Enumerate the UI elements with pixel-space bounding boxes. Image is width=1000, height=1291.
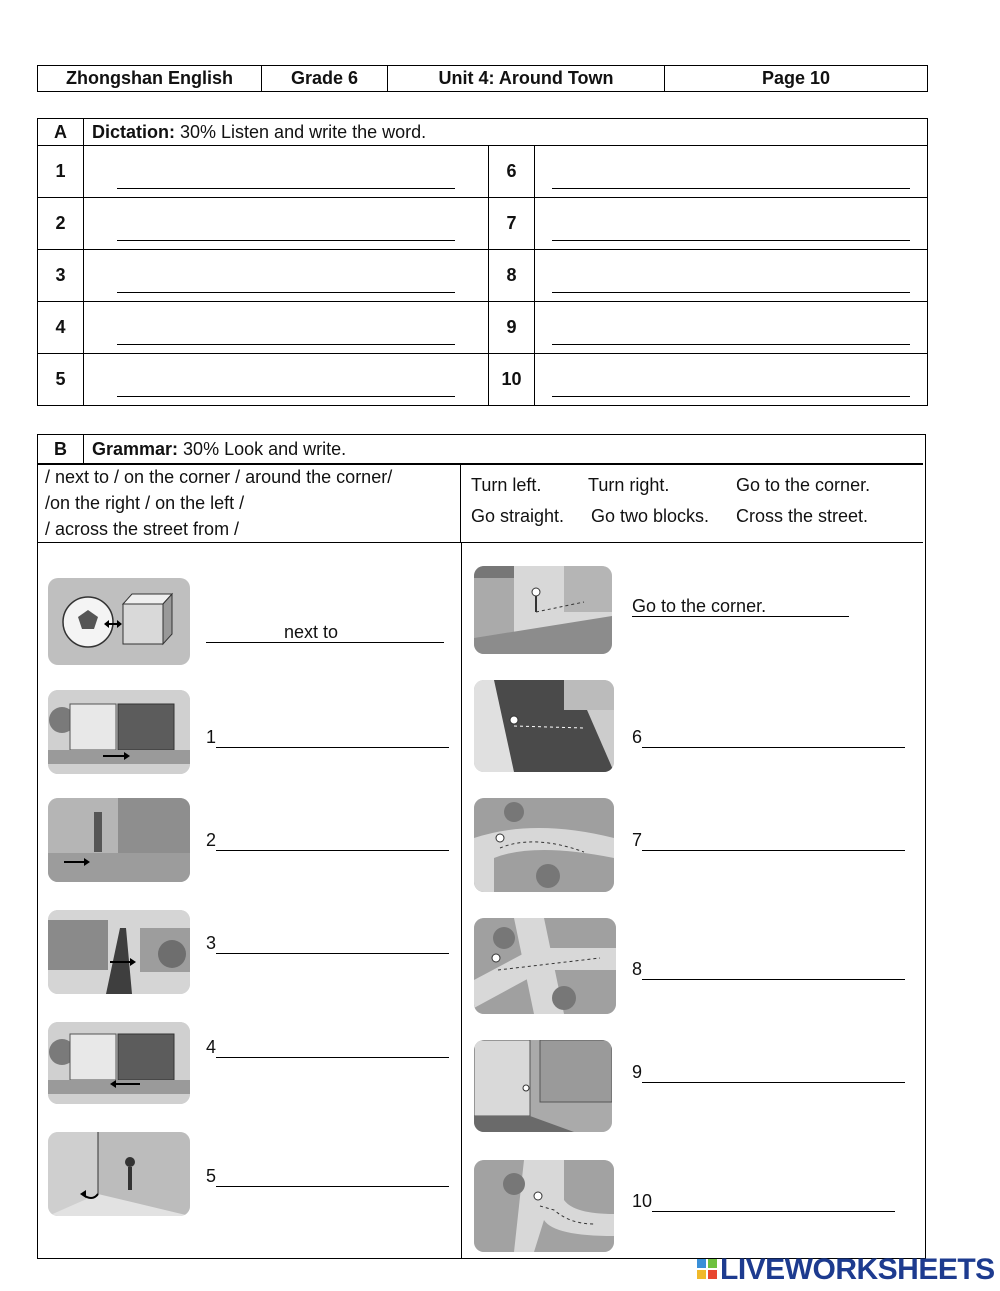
unit-title: Unit 4: Around Town — [388, 66, 665, 92]
answer-field-8[interactable]: 8 — [632, 959, 905, 980]
street-buildings-left-picture — [48, 1022, 190, 1104]
dictation-number: 7 — [489, 198, 535, 250]
directions-bank — [461, 463, 923, 543]
answer-field-2[interactable]: 2 — [206, 830, 449, 851]
direction-phrase: Go two blocks. — [591, 506, 710, 526]
answer-field-10[interactable]: 10 — [632, 1191, 895, 1212]
dictation-number: 10 — [489, 354, 535, 406]
answer-field-1[interactable]: 1 — [206, 727, 449, 748]
example-answer-right[interactable]: Go to the corner. — [632, 596, 849, 617]
dictation-table — [37, 118, 928, 406]
dictation-answer-field[interactable] — [84, 302, 489, 354]
dictation-number: 9 — [489, 302, 535, 354]
dictation-number: 1 — [38, 146, 84, 198]
liveworksheets-logo: LIVEWORKSHEETS — [697, 1253, 995, 1287]
dictation-answer-field[interactable] — [535, 354, 928, 406]
school-name: Zhongshan English — [38, 66, 262, 92]
street-buildings-picture — [48, 690, 190, 774]
long-street-picture — [48, 910, 190, 994]
header-table — [37, 65, 928, 92]
turn-left-picture — [474, 1160, 614, 1252]
phrase-line: /on the right / on the left / — [45, 493, 245, 513]
dictation-answer-field[interactable] — [84, 250, 489, 302]
corner-person-picture — [48, 798, 190, 882]
column-divider — [461, 543, 462, 1258]
answer-field-9[interactable]: 9 — [632, 1062, 905, 1083]
shop-corner-picture — [474, 566, 612, 654]
answer-field-4[interactable]: 4 — [206, 1037, 449, 1058]
two-blocks-picture — [474, 918, 616, 1014]
phrase-line: / across the street from / — [45, 519, 240, 539]
dictation-answer-field[interactable] — [535, 198, 928, 250]
answer-field-3[interactable]: 3 — [206, 933, 449, 954]
direction-phrase: Go to the corner. — [736, 475, 871, 495]
direction-phrase: Go straight. — [471, 506, 565, 526]
example-answer-left[interactable]: next to — [206, 622, 444, 643]
dictation-answer-field[interactable] — [84, 354, 489, 406]
direction-phrase: Turn right. — [588, 475, 670, 495]
dictation-number: 3 — [38, 250, 84, 302]
phrase-bank — [38, 463, 461, 543]
dictation-number: 6 — [489, 146, 535, 198]
dictation-answer-field[interactable] — [535, 146, 928, 198]
dictation-title: Dictation: 30% Listen and write the word. — [84, 119, 928, 146]
dictation-number: 8 — [489, 250, 535, 302]
dictation-answer-field[interactable] — [84, 198, 489, 250]
dictation-answer-field[interactable] — [84, 146, 489, 198]
grammar-header — [38, 435, 923, 465]
dictation-answer-field[interactable] — [535, 250, 928, 302]
section-letter: B — [38, 435, 84, 463]
around-corner-picture — [48, 1132, 190, 1216]
dictation-number: 5 — [38, 354, 84, 406]
answer-field-5[interactable]: 5 — [206, 1166, 449, 1187]
direction-phrase: Turn left. — [471, 475, 542, 495]
answer-field-7[interactable]: 7 — [632, 830, 905, 851]
building-corner-picture — [474, 1040, 612, 1132]
direction-phrase: Cross the street. — [736, 506, 869, 526]
cross-street-picture — [474, 680, 614, 772]
dictation-number: 2 — [38, 198, 84, 250]
section-letter: A — [38, 119, 84, 146]
turn-right-picture — [474, 798, 614, 892]
answer-field-6[interactable]: 6 — [632, 727, 905, 748]
grammar-title: Grammar: 30% Look and write. — [92, 439, 347, 459]
grade-label: Grade 6 — [262, 66, 388, 92]
dictation-answer-field[interactable] — [535, 302, 928, 354]
phrase-line: / next to / on the corner / around the corner/ — [45, 467, 393, 487]
ball-and-box-picture — [48, 578, 190, 665]
dictation-number: 4 — [38, 302, 84, 354]
page-number: Page 10 — [665, 66, 928, 92]
